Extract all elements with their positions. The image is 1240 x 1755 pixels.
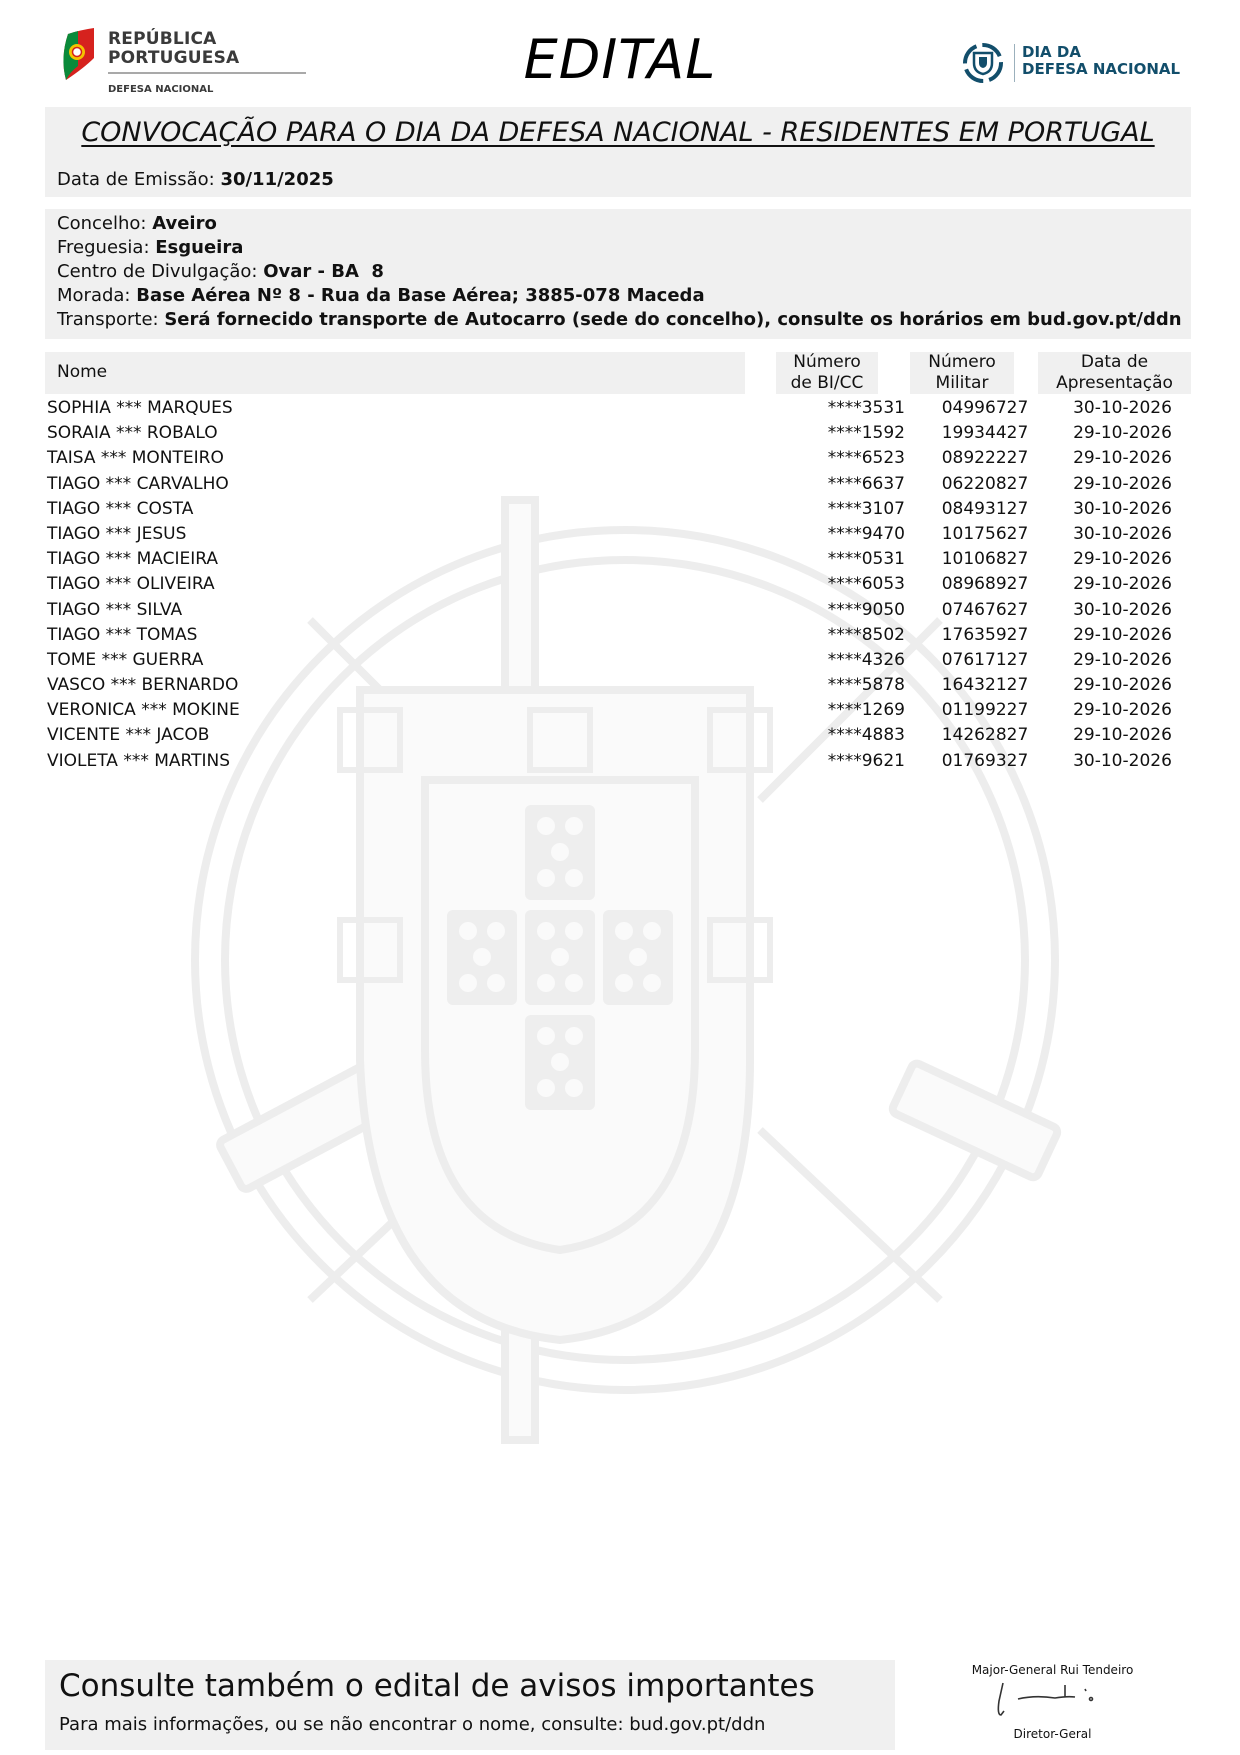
cell-numero-militar: 10106827 [941, 549, 1029, 570]
cell-data-apresentacao: 30-10-2026 [1073, 599, 1172, 620]
cell-bi-cc: ****9621 [827, 750, 905, 771]
freguesia-line [57, 237, 243, 258]
signatory-role: Diretor-Geral [1013, 1727, 1092, 1741]
morada-label: Morada: [57, 285, 131, 306]
cell-nome: VERONICA *** MOKINE [47, 700, 240, 721]
cell-numero-militar: 14262827 [941, 725, 1029, 746]
table-row [45, 698, 1195, 723]
cell-data-apresentacao: 29-10-2026 [1073, 448, 1172, 469]
cell-bi-cc: ****6053 [827, 574, 905, 595]
signature-block [945, 1663, 1160, 1753]
table-row [45, 598, 1195, 623]
morada-value: Base Aérea Nº 8 - Rua da Base Aérea; 3885-078 Maceda [136, 285, 705, 306]
logo-line1: REPÚBLICA [108, 29, 217, 49]
convocation-header [45, 107, 1191, 197]
cell-nome: VIOLETA *** MARTINS [47, 750, 231, 771]
portugal-flag-icon [58, 28, 96, 82]
cell-numero-militar: 19934427 [941, 423, 1029, 444]
cell-numero-militar: 16432127 [941, 675, 1029, 696]
cell-data-apresentacao: 29-10-2026 [1073, 473, 1172, 494]
cell-numero-militar: 17635927 [941, 624, 1029, 645]
footer-headline: Consulte também o edital de avisos importantes [59, 1668, 815, 1704]
page-title: EDITAL [523, 28, 717, 91]
cell-nome: TIAGO *** MACIEIRA [47, 549, 218, 570]
convocation-table-body [45, 396, 1195, 774]
cell-bi-cc: ****9470 [827, 523, 905, 544]
cell-numero-militar: 08968927 [941, 574, 1029, 595]
emission-label: Data de Emissão: [57, 169, 215, 190]
cell-data-apresentacao: 29-10-2026 [1073, 423, 1172, 444]
cell-numero-militar: 01199227 [941, 700, 1029, 721]
table-row [45, 648, 1195, 673]
column-header-nome: Nome [45, 352, 745, 394]
signatory-name: Major-General Rui Tendeiro [971, 1663, 1134, 1677]
table-row [45, 547, 1195, 572]
logo-subtitle: DEFESA NACIONAL [108, 84, 214, 95]
transporte-value: Será fornecido transporte de Autocarro (sede do concelho), consulte os horários em bud.gov.pt/ddn [164, 309, 1182, 330]
cell-nome: TIAGO *** CARVALHO [47, 473, 229, 494]
cell-bi-cc: ****5878 [827, 675, 905, 696]
dia-defesa-nacional-logo [962, 40, 1192, 90]
cell-numero-militar: 08922227 [941, 448, 1029, 469]
centro-value: Ovar - BA 8 [263, 261, 384, 282]
transporte-label: Transporte: [57, 309, 159, 330]
cell-bi-cc: ****6523 [827, 448, 905, 469]
republica-portuguesa-logo [58, 28, 258, 100]
emission-date: 30/11/2025 [220, 169, 334, 190]
cell-bi-cc: ****6637 [827, 473, 905, 494]
cell-data-apresentacao: 30-10-2026 [1073, 750, 1172, 771]
table-row [45, 723, 1195, 748]
concelho-value: Aveiro [152, 213, 217, 234]
cell-data-apresentacao: 29-10-2026 [1073, 624, 1172, 645]
cell-numero-militar: 08493127 [941, 498, 1029, 519]
logo-divider [108, 72, 306, 74]
cell-nome: TIAGO *** OLIVEIRA [47, 574, 215, 595]
cell-data-apresentacao: 30-10-2026 [1073, 523, 1172, 544]
table-row [45, 497, 1195, 522]
cell-nome: SOPHIA *** MARQUES [47, 398, 233, 418]
cell-data-apresentacao: 29-10-2026 [1073, 725, 1172, 746]
cell-data-apresentacao: 30-10-2026 [1073, 498, 1172, 519]
concelho-line [57, 213, 217, 234]
convocation-title: CONVOCAÇÃO PARA O DIA DA DEFESA NACIONAL - RESIDENTES EM PORTUGAL [81, 117, 1155, 148]
cell-bi-cc: ****1269 [827, 700, 905, 721]
cell-bi-cc: ****4883 [827, 725, 905, 746]
cell-nome: TIAGO *** COSTA [47, 498, 194, 519]
table-row [45, 749, 1195, 774]
cell-numero-militar: 01769327 [941, 750, 1029, 771]
centro-label: Centro de Divulgação: [57, 261, 258, 282]
cell-nome: TIAGO *** JESUS [47, 523, 187, 544]
cell-nome: TIAGO *** SILVA [47, 599, 183, 620]
cell-nome: VASCO *** BERNARDO [47, 675, 239, 696]
table-row [45, 421, 1195, 446]
table-row [45, 396, 1195, 421]
cell-data-apresentacao: 29-10-2026 [1073, 649, 1172, 670]
cell-data-apresentacao: 30-10-2026 [1073, 398, 1172, 418]
ddn-logo-line2: DEFESA NACIONAL [1022, 60, 1181, 78]
table-row [45, 673, 1195, 698]
ddn-logo-line1: DIA DA [1022, 43, 1081, 61]
logo-separator [1014, 44, 1015, 82]
column-header-bi-cc: Número de BI/CC [776, 352, 878, 394]
handwritten-signature-icon [985, 1681, 1105, 1721]
cell-nome: SORAIA *** ROBALO [47, 423, 218, 444]
concelho-label: Concelho: [57, 213, 147, 234]
footer-notice [45, 1660, 895, 1750]
cell-data-apresentacao: 29-10-2026 [1073, 574, 1172, 595]
cell-nome: VICENTE *** JACOB [47, 725, 210, 746]
morada-line [57, 285, 705, 306]
cell-bi-cc: ****1592 [827, 423, 905, 444]
table-row [45, 572, 1195, 597]
transporte-line [57, 309, 1182, 330]
cell-nome: TOME *** GUERRA [47, 649, 204, 670]
cell-bi-cc: ****0531 [827, 549, 905, 570]
cell-numero-militar: 06220827 [941, 473, 1029, 494]
location-info-panel [45, 209, 1191, 339]
cell-bi-cc: ****3107 [827, 498, 905, 519]
cell-nome: TIAGO *** TOMAS [47, 624, 198, 645]
cell-bi-cc: ****3531 [827, 398, 905, 418]
freguesia-label: Freguesia: [57, 237, 150, 258]
centro-line [57, 261, 384, 282]
table-row [45, 522, 1195, 547]
cell-bi-cc: ****8502 [827, 624, 905, 645]
cell-bi-cc: ****4326 [827, 649, 905, 670]
freguesia-value: Esgueira [155, 237, 244, 258]
cell-numero-militar: 10175627 [941, 523, 1029, 544]
cell-bi-cc: ****9050 [827, 599, 905, 620]
cell-numero-militar: 07617127 [941, 649, 1029, 670]
table-row [45, 472, 1195, 497]
ddn-shield-emblem-icon [962, 42, 1004, 84]
footer-info: Para mais informações, ou se não encontrar o nome, consulte: bud.gov.pt/ddn [59, 1714, 766, 1735]
cell-data-apresentacao: 29-10-2026 [1073, 675, 1172, 696]
cell-nome: TAISA *** MONTEIRO [47, 448, 224, 469]
table-row [45, 623, 1195, 648]
table-row [45, 446, 1195, 471]
column-header-data-apresentacao: Data de Apresentação [1038, 352, 1191, 394]
column-header-numero-militar: Número Militar [910, 352, 1014, 394]
cell-data-apresentacao: 29-10-2026 [1073, 549, 1172, 570]
cell-data-apresentacao: 29-10-2026 [1073, 700, 1172, 721]
cell-numero-militar: 04996727 [941, 398, 1029, 418]
emission-date-line [57, 169, 334, 190]
cell-numero-militar: 07467627 [941, 599, 1029, 620]
logo-line2: PORTUGUESA [108, 48, 240, 68]
